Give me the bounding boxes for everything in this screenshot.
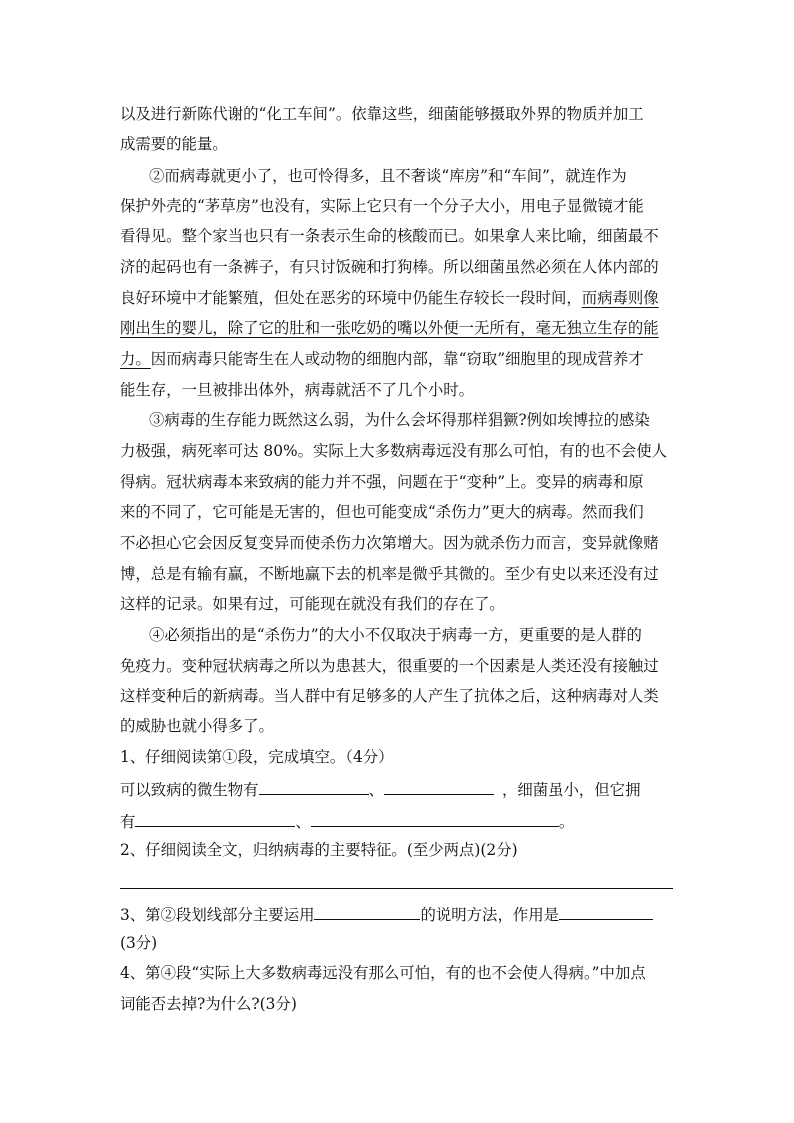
- answer-blank-4[interactable]: [311, 812, 559, 827]
- q3-middle: 的说明方法，作用是: [420, 906, 560, 924]
- answer-blank-1[interactable]: [259, 780, 369, 795]
- p3-line-1: ③病毒的生存能力既然这么弱，为什么会坏得那样猖獗?例如埃博拉的感染: [149, 411, 650, 429]
- p1-line-2: 成需要的能量。: [120, 135, 228, 153]
- answer-blank-2[interactable]: [384, 780, 494, 795]
- p2-underlined-end: 力。: [120, 350, 151, 368]
- answer-blank-5[interactable]: [314, 905, 420, 920]
- q3-prefix: 3、第②段划线部分主要运用: [120, 906, 315, 924]
- p2-line-2: 保护外壳的“茅草房”也没有，实际上它只有一个分子大小，用电子显微镜才能: [120, 197, 644, 215]
- p4-line-1: ④必须指出的是“杀伤力”的大小不仅取决于病毒一方，更重要的是人群的: [149, 626, 642, 644]
- q1-separator: 、: [368, 781, 384, 799]
- q1-prefix: 可以致病的微生物有: [120, 781, 259, 799]
- q1-line2-separator: 、: [295, 813, 311, 831]
- p1-line-1: 以及进行新陈代谢的“化工车间”。依靠这些，细菌能够摄取外界的物质并加工: [120, 105, 644, 123]
- p2-line-3: 看得见。整个家当也只有一条表示生命的核酸而已。如果拿人来比喻，细菌最不: [120, 227, 659, 245]
- p4-line-4: 的威胁也就小得多了。: [120, 717, 274, 735]
- question-3-score: (3分): [120, 934, 158, 952]
- p3-line-6: 博，总是有输有赢，不断地赢下去的机率是微乎其微的。至少有史以来还没有过: [120, 565, 659, 583]
- question-1-fill-line-2: [120, 812, 574, 830]
- p2-line-6: [120, 321, 659, 336]
- question-4-line-1: 4、第④段“实际上大多数病毒远没有那么可怕，有的也不会使人得病。”中加点: [120, 964, 646, 982]
- p2-line-1: ②而病毒就更小了，也可怜得多，且不奢谈“库房”和“车间”，就连作为: [149, 167, 627, 185]
- question-4-line-2: 词能否去掉?为什么?(3分): [120, 995, 297, 1013]
- p4-line-2: 免疫力。变种冠状病毒之所以为患甚大，很重要的一个因素是人类还没有接触过: [120, 657, 659, 675]
- question-3: [120, 905, 653, 923]
- p2-underlined-middle: 刚出生的婴儿，除了它的肚和一张吃奶的嘴以外便一无所有，毫无独立生存的能: [120, 319, 659, 337]
- q1-line2-end: 。: [558, 813, 575, 831]
- question-2-answer-line[interactable]: [120, 888, 673, 889]
- p2-underlined-start: 而病毒则像: [581, 289, 659, 307]
- question-1-fill-line-1: [120, 780, 640, 798]
- q1-suffix: ，细菌虽小，但它拥: [501, 781, 641, 799]
- p2-line-7-text: 因而病毒只能寄生在人或动物的细胞内部，靠“窃取”细胞里的现成营养才: [150, 350, 644, 368]
- p4-line-3: 这样变种后的新病毒。当人群中有足够多的人产生了抗体之后，这种病毒对人类: [120, 687, 659, 705]
- answer-blank-3[interactable]: [135, 812, 295, 827]
- question-1: 1、仔细阅读第①段，完成填空。（4分）: [120, 748, 394, 766]
- p3-line-7: 这样的记录。如果有过，可能现在就没有我们的存在了。: [120, 595, 505, 613]
- p2-line-4: 济的起码也有一条裤子，有只讨饭碗和打狗棒。所以细菌虽然必须在人体内部的: [120, 258, 659, 276]
- p2-line-7: [120, 352, 644, 367]
- p3-line-3: 得病。冠状病毒本来致病的能力并不强，问题在于“变种”上。变异的病毒和原: [120, 473, 644, 491]
- answer-blank-6[interactable]: [559, 905, 653, 920]
- p2-line-8: 能生存，一旦被排出体外，病毒就活不了几个小时。: [120, 381, 474, 399]
- p3-line-2: 力极强，病死率可达 80%。实际上大多数病毒远没有那么可怕，有的也不会使人: [120, 442, 667, 460]
- p3-line-4: 来的不同了，它可能是无害的，但也可能变成“杀伤力”更大的病毒。然而我们: [120, 503, 644, 521]
- question-2: 2、仔细阅读全文，归纳病毒的主要特征。(至少两点)(2分): [120, 841, 518, 859]
- p2-line-5-text: 良好环境中才能繁殖，但处在恶劣的环境中仍能生存较长一段时间，: [120, 289, 582, 307]
- p3-line-5: 不必担心它会因反复变异而使杀伤力次第增大。因为就杀伤力而言，变异就像赌: [120, 534, 659, 552]
- p2-line-5: [120, 291, 659, 306]
- q1-line2-prefix: 有: [120, 813, 136, 831]
